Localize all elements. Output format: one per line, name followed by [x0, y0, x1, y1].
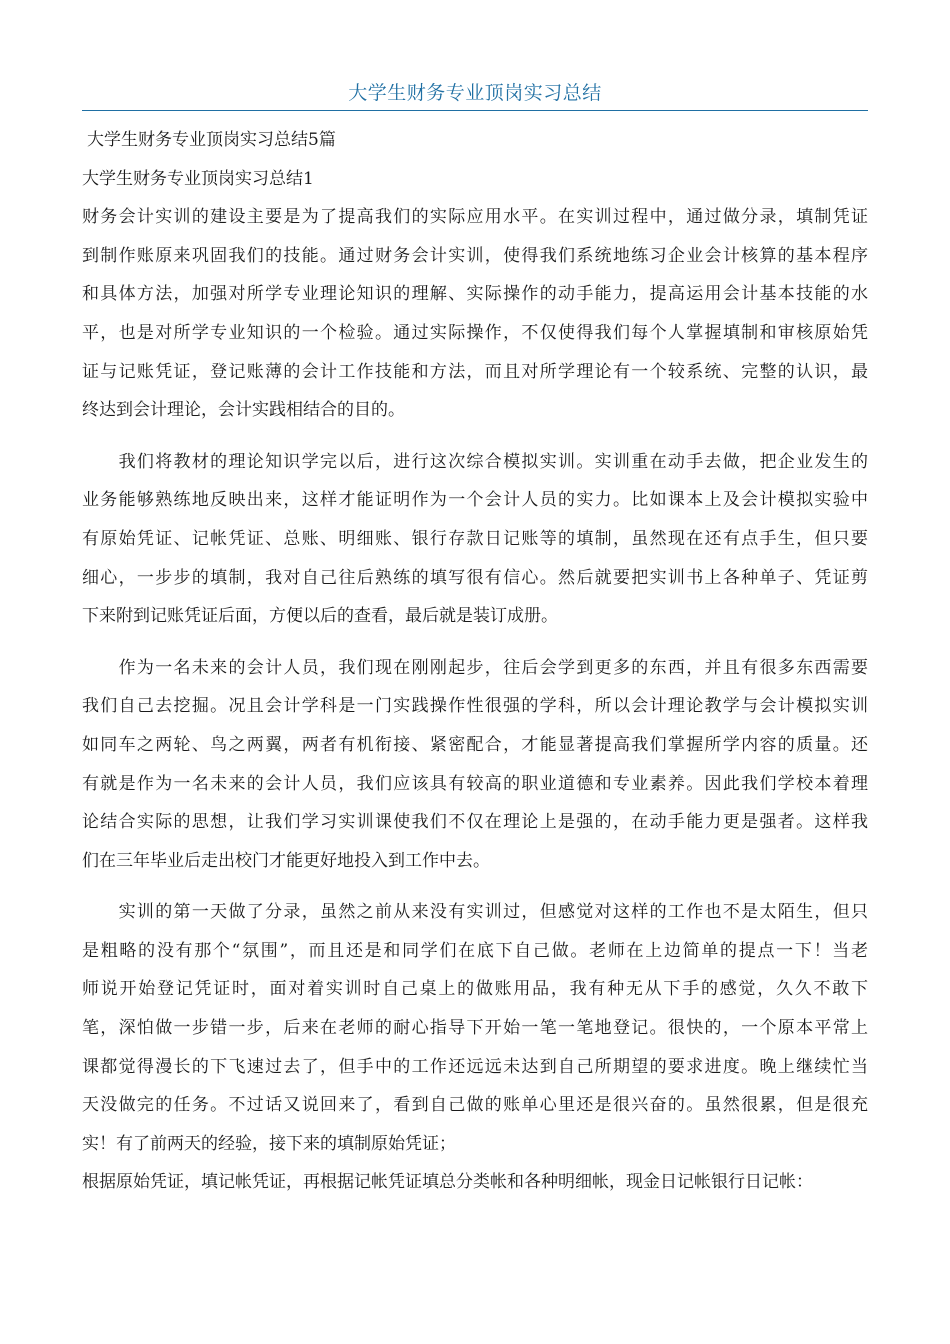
- paragraph-line: 根据原始凭证，填记帐凭证，再根据记帐凭证填总分类帐和各种明细帐，现金日记帐银行日记帐：: [82, 1172, 813, 1193]
- paragraph-line: 终达到会计理论，会计实践相结合的目的。: [82, 400, 405, 421]
- section-heading: 大学生财务专业顶岗实习总结1: [82, 168, 314, 189]
- paragraph-line: 平，也是对所学专业知识的一个检验。通过实际操作，不仅使得我们每个人掌握填制和审核原始凭: [82, 322, 868, 343]
- paragraph-line: 和具体方法，加强对所学专业理论知识的理解、实际操作的动手能力，提高运用会计基本技能的水: [82, 284, 868, 305]
- paragraph-spacer: [82, 636, 868, 649]
- paragraph-line: 课都觉得漫长的下飞速过去了，但手中的工作还远远未达到自己所期望的要求进度。晚上继续忙当: [82, 1056, 868, 1077]
- paragraph-line: 有原始凭证、记帐凭证、总账、明细账、银行存款日记账等的填制，虽然现在还有点手生，但只要: [82, 528, 868, 549]
- paragraph: [82, 893, 868, 1202]
- paragraph-line: 们在三年毕业后走出校门才能更好地投入到工作中去。: [82, 850, 490, 871]
- paragraph-line: 如同车之两轮、鸟之两翼，两者有机衔接、紧密配合，才能显著提高我们掌握所学内容的质量。还: [82, 734, 868, 755]
- paragraph: [82, 649, 868, 881]
- paragraph-line: 论结合实际的思想，让我们学习实训课使我们不仅在理论上是强的，在动手能力更是强者。这样我: [82, 812, 868, 833]
- paragraph-spacer: [82, 880, 868, 893]
- paragraph-line: 我们将教材的理论知识学完以后，进行这次综合模拟实训。实训重在动手去做，把企业发生的: [82, 451, 868, 472]
- paragraph-line: 下来附到记账凭证后面，方便以后的查看，最后就是装订成册。: [82, 606, 558, 627]
- paragraph-line: 我们自己去挖掘。况且会计学科是一门实践操作性很强的学科，所以会计理论教学与会计模拟实训: [82, 696, 868, 717]
- paragraph-spacer: [82, 430, 868, 443]
- paragraph: [82, 443, 868, 636]
- header-title: 大学生财务专业顶岗实习总结: [348, 82, 602, 104]
- paragraph-line: 到制作账原来巩固我们的技能。通过财务会计实训，使得我们系统地练习企业会计核算的基本程序: [82, 245, 868, 266]
- paragraph-line: 业务能够熟练地反映出来，这样才能证明作为一个会计人员的实力。比如课本上及会计模拟实验中: [82, 490, 868, 511]
- paragraph-line: 作为一名未来的会计人员，我们现在刚刚起步，往后会学到更多的东西，并且有很多东西需要: [82, 657, 868, 678]
- paragraph-line: 有就是作为一名未来的会计人员，我们应该具有较高的职业道德和专业素养。因此我们学校本着理: [82, 773, 868, 794]
- paragraph-line: 师说开始登记凭证时，面对着实训时自己桌上的做账用品，我有种无从下手的感觉，久久不敢下: [82, 979, 868, 1000]
- paragraph-line: 笔，深怕做一步错一步，后来在老师的耐心指导下开始一笔一笔地登记。很快的，一个原本平常上: [82, 1018, 868, 1039]
- paragraph: [82, 198, 868, 430]
- paragraph-line: 实！有了前两天的经验，接下来的填制原始凭证；: [82, 1133, 456, 1154]
- paragraph-line: 证与记账凭证，登记账薄的会计工作技能和方法，而且对所学理论有一个较系统、完整的认识，最: [82, 361, 868, 382]
- paragraph-line: 细心，一步步的填制，我对自己往后熟练的填写很有信心。然后就要把实训书上各种单子、凭证剪: [82, 567, 868, 588]
- document-subtitle: 大学生财务专业顶岗实习总结5篇: [87, 130, 336, 150]
- paragraph-line: 财务会计实训的建设主要是为了提高我们的实际应用水平。在实训过程中，通过做分录，填制凭证: [82, 207, 868, 228]
- paragraph-line: 天没做完的任务。不过话又说回来了，看到自己做的账单心里还是很兴奋的。虽然很累，但是很充: [82, 1095, 868, 1116]
- document-body: [82, 121, 868, 1202]
- page-header: [82, 80, 868, 111]
- paragraph-line: 实训的第一天做了分录，虽然之前从来没有实训过，但感觉对这样的工作也不是太陌生，但只: [82, 902, 868, 923]
- paragraph-line: 是粗略的没有那个“氛围”，而且还是和同学们在底下自己做。老师在上边简单的提点一下！当老: [82, 940, 868, 961]
